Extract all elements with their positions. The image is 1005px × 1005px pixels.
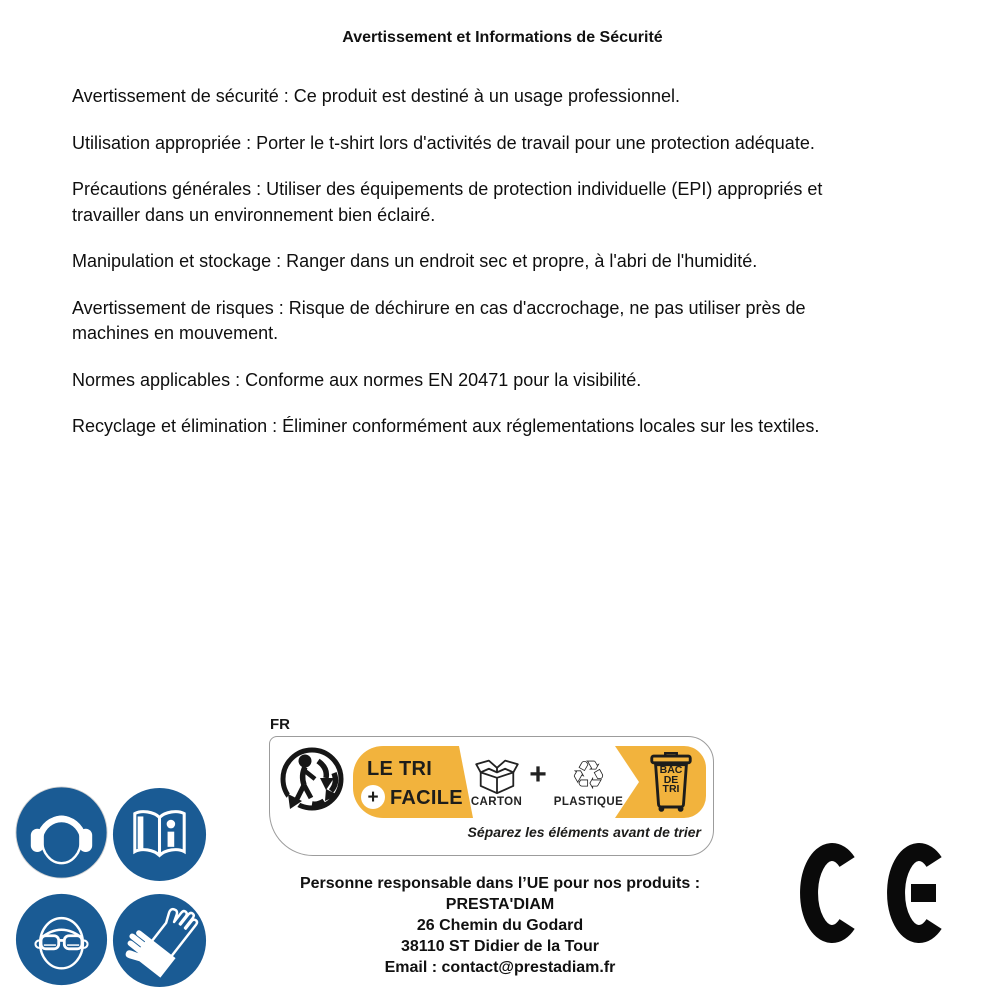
paragraph-risk-warning: Avertissement de risques : Risque de déchirure en cas d'accrochage, ne pas utiliser près de machines en mouvement. — [72, 297, 806, 343]
responsible-company: PRESTA'DIAM — [445, 896, 555, 913]
paragraph-appropriate-use: Utilisation appropriée : Porter le t-shirt lors d'activités de travail pour une protection adéquate. — [72, 132, 815, 153]
eu-responsible-block — [160, 873, 840, 978]
materials-plus-sign: + — [529, 758, 547, 791]
responsible-street: 26 Chemin du Godard — [416, 917, 584, 934]
responsible-email: Email : contact@prestadiam.fr — [384, 959, 616, 976]
page-title: Avertissement et Informations de Sécurité — [342, 29, 663, 46]
material-plastique — [553, 752, 624, 808]
responsible-city: 38110 ST Didier de la Tour — [401, 938, 599, 955]
tri-headline-line2: FACILE — [390, 787, 463, 809]
read-instruction-manual-icon — [112, 787, 207, 882]
ce-marking-icon — [797, 841, 942, 950]
paragraph-safety-warning: Avertissement de sécurité : Ce produit est destiné à un usage professionnel. — [72, 86, 681, 106]
wear-eye-protection-icon — [15, 893, 108, 986]
paragraph-general-precautions: Précautions générales : Utiliser des équipements de protection individuelle (EPI) appropriés et travailler dans un environnement bien éclairé. — [72, 179, 823, 225]
material-plastique-label: PLASTIQUE — [553, 795, 624, 808]
wear-ear-protection-icon — [15, 786, 108, 879]
tri-plus-badge: + — [361, 785, 385, 809]
info-tri-yellow-band — [353, 746, 706, 818]
triman-icon — [278, 745, 350, 818]
bin-label: BAC DE TRI — [659, 764, 683, 795]
cardboard-box-icon — [474, 757, 520, 795]
paragraph-applicable-standards: Normes applicables : Conforme aux normes EN 20471 pour la visibilité. — [72, 369, 642, 390]
country-code-label: FR — [270, 716, 290, 733]
materials-row — [465, 746, 629, 818]
paragraph-handling-storage: Manipulation et stockage : Ranger dans un endroit sec et propre, à l'abri de l'humidité. — [72, 251, 758, 271]
material-carton — [471, 757, 522, 808]
sorting-bin-icon — [646, 752, 696, 812]
responsible-intro: Personne responsable dans l’UE pour nos produits : — [299, 875, 701, 892]
tri-headline-line1: LE TRI — [367, 758, 433, 780]
recycling-triangle-icon: ♲ — [570, 752, 607, 799]
safety-paragraphs — [72, 84, 884, 461]
material-carton-label: CARTON — [470, 795, 523, 808]
sorting-instruction: Séparez les éléments avant de trier — [467, 824, 701, 840]
paragraph-recycling-disposal: Recyclage et élimination : Éliminer conformément aux réglementations locales sur les textiles. — [72, 416, 820, 436]
info-tri-banner — [269, 736, 714, 856]
